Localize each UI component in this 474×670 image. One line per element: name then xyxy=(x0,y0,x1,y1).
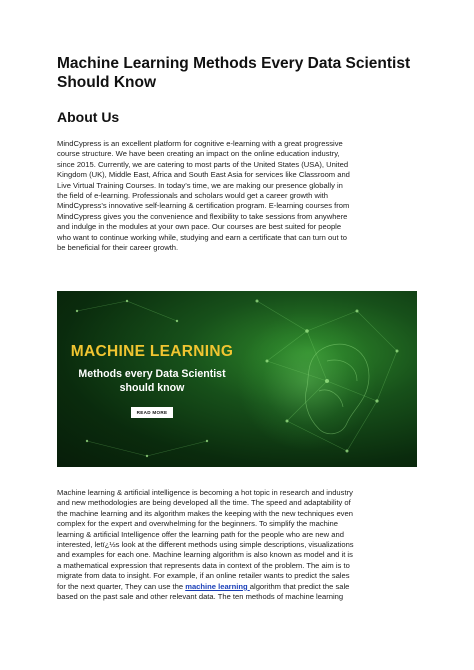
read-more-button[interactable]: READ MORE xyxy=(131,407,173,418)
document-title: Machine Learning Methods Every Data Scientist Should Know xyxy=(57,55,411,91)
banner-headline: MACHINE LEARNING xyxy=(70,343,234,360)
banner-subheadline: Methods every Data Scientist should know xyxy=(78,368,226,394)
machine-learning-link[interactable]: machine learning xyxy=(185,581,250,591)
body-paragraph xyxy=(57,488,419,602)
about-paragraph: MindCypress is an excellent platform for cognitive e-learning with a great progressive course structure. We have been creating an impact on the online education industry, since 2015. Currently, we are catering to most parts of the United States (USA), United Kingdom (UK), Middle East, Africa and South East Asia for services like Classroom and Live Virtual Training Courses. In today’s time, we are making our presence globally in the field of e-learning. Professionals and scholars would get a career growth with MindCypress’s innovative self-learning & certification program. E-learning courses from MindCypress gives you the convenience and flexibility to take sessions from anywhere and indulge in the modules at your own pace. Our courses are best suited for people who want to continue working while, studying and earn a certificate that can turn out to be beneficial for their career growth. xyxy=(57,139,350,253)
about-heading: About Us xyxy=(57,109,120,125)
body-text-before-link: Machine learning & artificial intelligence is becoming a hot topic in research and industry and new methodologies are being developed all the time. The speed and adaptability of the machine learning and its algorithm makes the keeping with the new techniques even complex for the expert and overwhelming for the beginners. To simplify the machine learning & artificial Intelligence offer the learning path for the people who are new and interested, letï¿½s look at the different methods using simple descriptions, visualizations and examples for each one. Machine learning algorithm is also known as model and it is a mathematical expression that represents data in context of the problem. The aim is to migrate from data to insight. For example, if an online retailer wants to predict the sales for the next quarter, They can use the xyxy=(57,488,354,591)
banner-image xyxy=(57,291,417,467)
body-text-after-link: algorithm that predict the sale based on the past sale and other relevant data. The ten methods of machine learning xyxy=(57,581,350,602)
